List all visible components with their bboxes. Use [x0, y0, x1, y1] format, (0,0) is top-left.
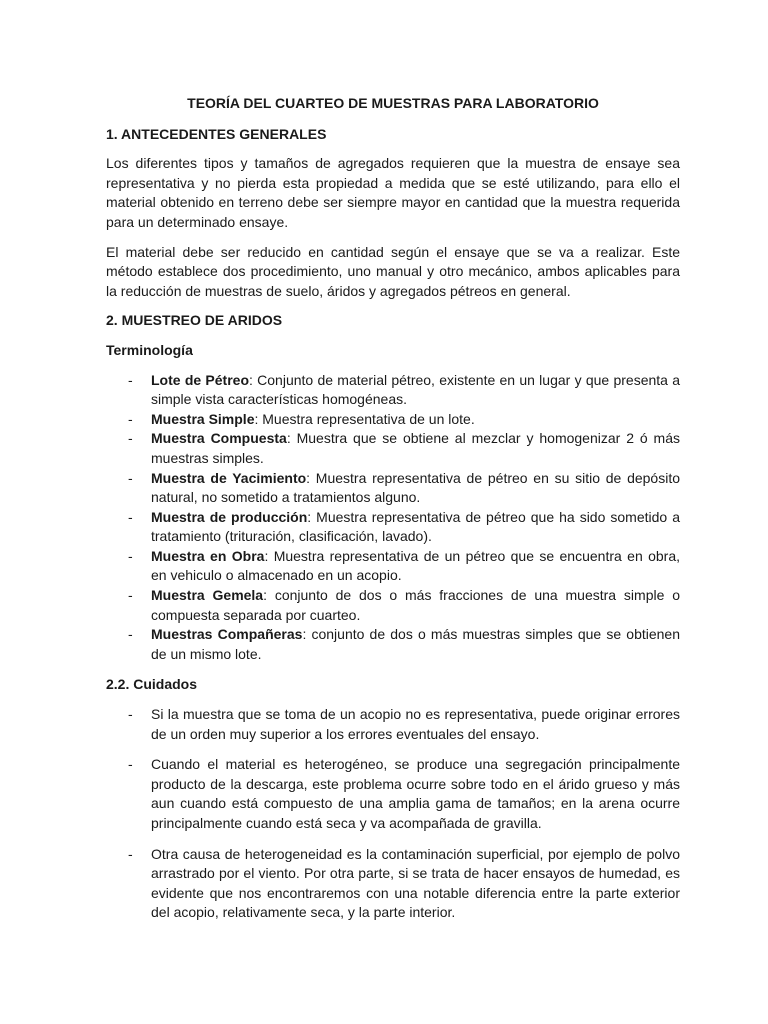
term-name: Muestra Compuesta: [151, 430, 287, 447]
list-item: [106, 508, 680, 547]
term-definition: : Muestra que se obtiene al mezclar y homogenizar 2 ó más muestras simples.: [151, 430, 680, 466]
list-item: [106, 755, 680, 833]
list-item: [106, 705, 680, 744]
paragraph: El material debe ser reducido en cantidad según el ensaye que se va a realizar. Este método establece dos procedimiento, uno manual y otro mecánico, ambos aplicables para la reducción de muestras de suelo, áridos y agregados pétreos en general.: [106, 243, 680, 299]
list-item: [106, 547, 680, 586]
list-item: [106, 410, 680, 430]
list-item-text: Cuando el material es heterogéneo, se produce una segregación principalmente producto de la descarga, este problema ocurre sobre todo en el árido grueso y más aun cuando está compuesto de una amplia gama de tamaños; en la arena ocurre principalmente cuando está seca y va acompañada de gravilla.: [151, 756, 680, 831]
list-item: [106, 625, 680, 664]
document-page: [106, 94, 680, 934]
cuidados-list: [106, 705, 680, 923]
paragraph: Los diferentes tipos y tamaños de agregados requieren que la muestra de ensaye sea representativa y no pierda esta propiedad a medida que se esté utilizando, para ello el material obtenido en terreno debe ser siempre mayor en cantidad que la muestra requerida para un determinado ensaye.: [106, 155, 680, 230]
term-definition: : conjunto de dos o más muestras simples que se obtienen de un mismo lote.: [151, 626, 681, 662]
term-name: Muestra en Obra: [151, 547, 265, 564]
list-item-text: Otra causa de heterogeneidad es la contaminación superficial, por ejemplo de polvo arrastrado por el viento. Por otra parte, si se trata de hacer ensayos de humedad, es evidente que nos encontraremos con una notable diferencia entre la parte exterior del acopio, relativamente seca, y la parte interior.: [151, 845, 680, 921]
term-name: Muestra Gemela: [151, 587, 264, 604]
term-definition: : Muestra representativa de un pétreo que se encuentra en obra, en vehiculo o almacenado en un acopio.: [151, 547, 681, 584]
list-item: [106, 429, 680, 468]
list-item-text: Si la muestra que se toma de un acopio no es representativa, puede originar errores de un orden muy superior a los errores eventuales del ensayo.: [151, 706, 680, 742]
list-item: [106, 371, 680, 410]
term-definition: : Muestra representativa de pétreo que ha sido sometido a tratamiento (trituración, clasificación, lavado).: [151, 508, 680, 545]
term-name: Muestras Compañeras: [151, 626, 303, 643]
term-name: Muestra Simple: [151, 410, 255, 427]
term-name: Lote de Pétreo: [151, 371, 249, 388]
terminology-list: [106, 371, 680, 665]
bullet-dash: -: [128, 756, 133, 773]
bullet-dash: -: [128, 626, 133, 643]
list-item: [106, 586, 680, 625]
section-2-2-heading: 2.2. Cuidados: [106, 676, 198, 693]
section-2-heading: 2. MUESTREO DE ARIDOS: [106, 312, 283, 329]
bullet-dash: -: [128, 371, 133, 388]
term-definition: : Muestra representativa de pétreo en su sitio de depósito natural, no sometido a tratamientos alguno.: [151, 469, 681, 506]
section-1-heading: 1. ANTECEDENTES GENERALES: [106, 125, 327, 142]
term-definition: : conjunto de dos o más fracciones de una muestra simple o compuesta separada por cuarteo.: [151, 587, 680, 623]
list-item: [106, 845, 680, 923]
term-definition: : Muestra representativa de un lote.: [254, 410, 475, 427]
bullet-dash: -: [128, 845, 133, 862]
bullet-dash: -: [128, 469, 133, 486]
bullet-dash: -: [128, 587, 133, 604]
bullet-dash: -: [128, 430, 133, 447]
term-name: Muestra de Yacimiento: [151, 469, 307, 486]
terminology-subheading: Terminología: [106, 341, 193, 358]
bullet-dash: -: [128, 410, 133, 427]
bullet-dash: -: [128, 706, 133, 723]
bullet-dash: -: [128, 508, 133, 525]
term-name: Muestra de producción: [151, 508, 308, 525]
list-item: [106, 469, 680, 508]
bullet-dash: -: [128, 547, 133, 564]
term-definition: : Conjunto de material pétreo, existente en un lugar y que presenta a simple vista características homogéneas.: [151, 371, 680, 408]
document-title: TEORÍA DEL CUARTEO DE MUESTRAS PARA LABORATORIO: [187, 95, 599, 111]
